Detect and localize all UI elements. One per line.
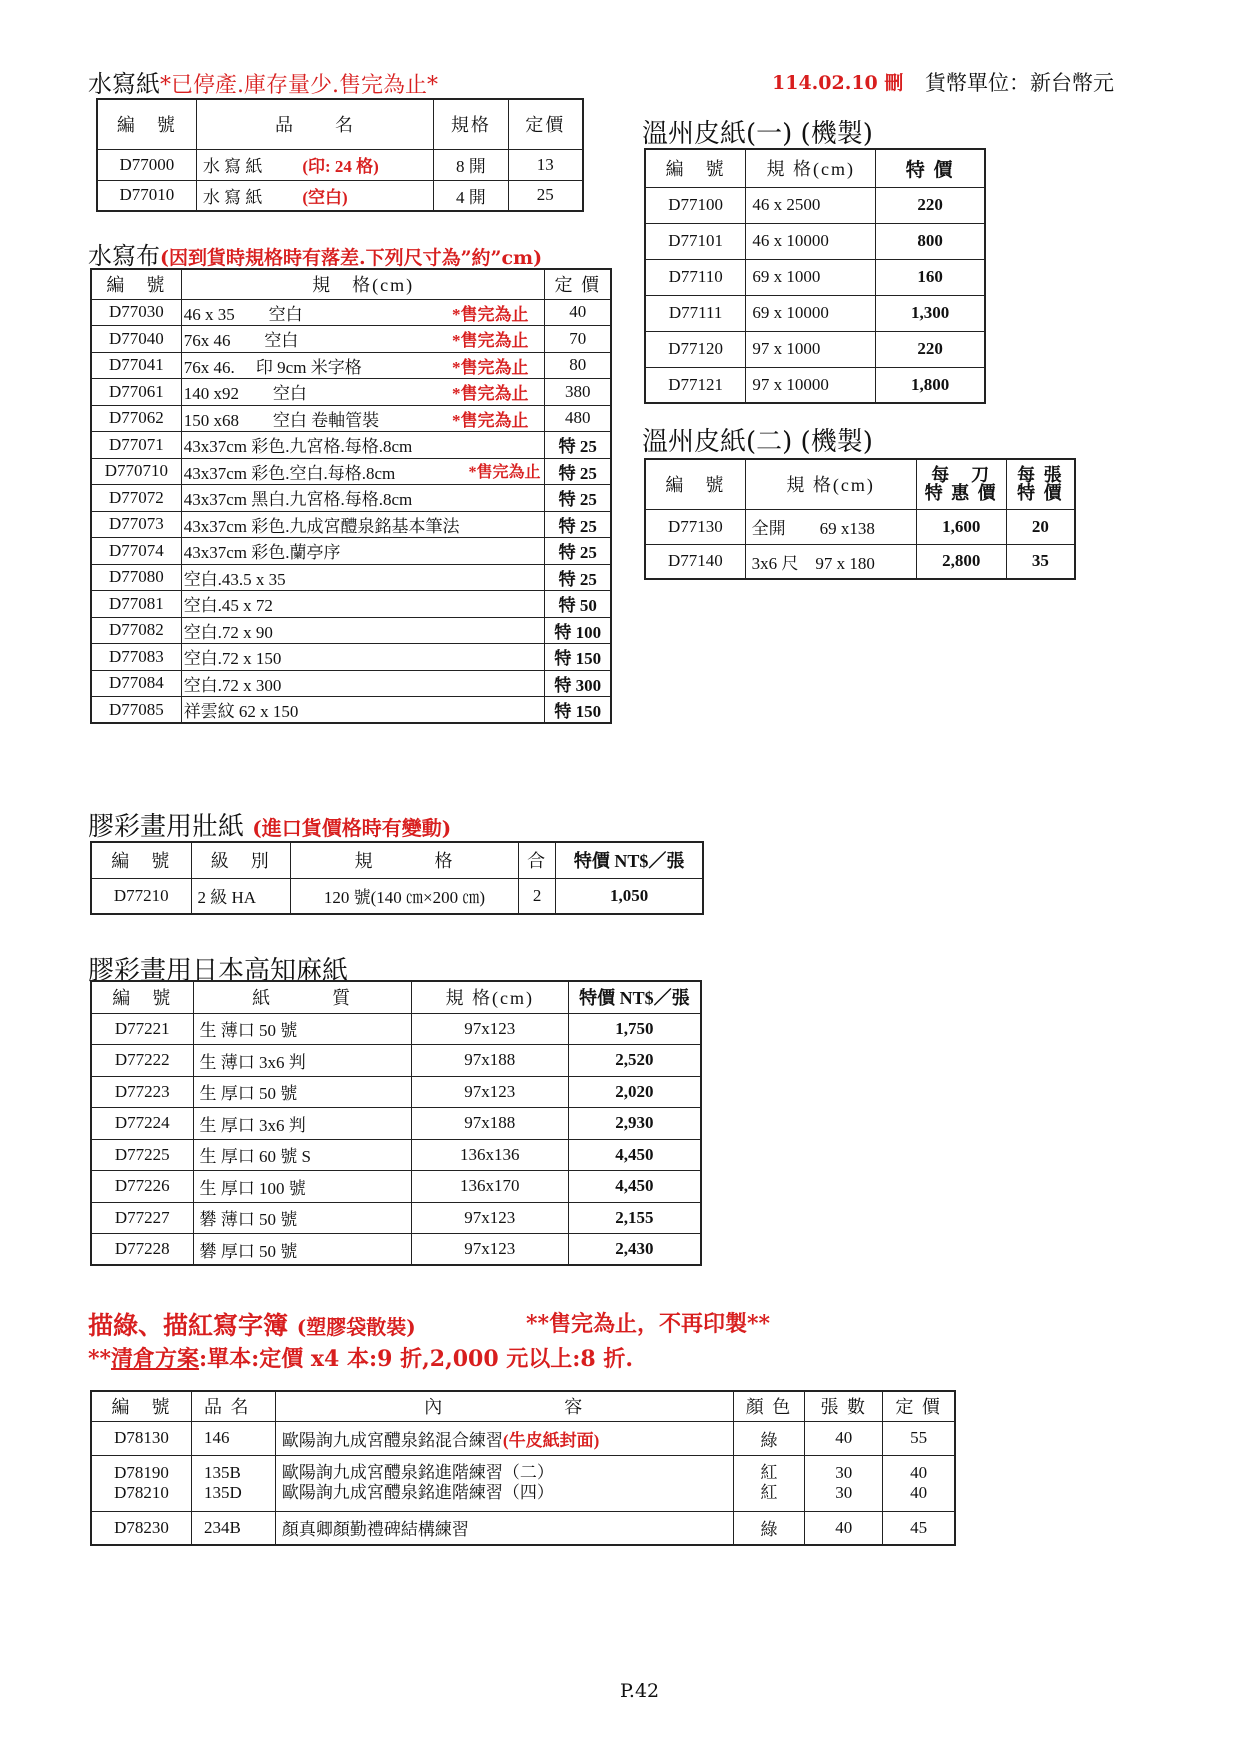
cell-price: 2,930 — [568, 1108, 701, 1140]
col-header: 張 數 — [805, 1391, 883, 1421]
title-note: (進口貨價格時有變動) — [252, 816, 452, 840]
spec-text: 43x37cm 彩色.九宮格.每格.8cm — [183, 437, 413, 457]
section-title-gouache-board — [88, 806, 451, 843]
cell-code: D78230 — [91, 1511, 192, 1545]
cell-price: 480 — [545, 405, 611, 432]
cell-price: 45 — [883, 1511, 955, 1545]
cell-ream-price: 2,800 — [916, 544, 1006, 579]
col-header: 規 格(cm) — [411, 981, 568, 1013]
cell-spec — [181, 670, 545, 697]
cell-spec — [181, 538, 545, 565]
cell-code: D77080 — [91, 564, 181, 591]
title-text: 描綠、描紅寫字簿 — [88, 1311, 289, 1340]
section-title-water-cloth — [88, 236, 542, 271]
cell-code: D77000 — [97, 149, 196, 180]
col-header: 品 名 — [192, 1391, 276, 1421]
cell-content: 歐陽詢九成宮醴泉銘混合練習 — [281, 1430, 503, 1450]
cell-paper: 生 厚口 50 號 — [193, 1076, 411, 1108]
spec-text: 140 x92 空白 — [183, 384, 307, 404]
currency-label: 貨幣單位：新台幣元 — [925, 71, 1114, 95]
cell-price: 4,450 — [568, 1139, 701, 1171]
cell-price: 40 — [910, 1463, 928, 1482]
cell-code: D77073 — [91, 511, 181, 538]
table-row — [97, 149, 583, 180]
cell-code: D77210 — [91, 878, 191, 914]
cell-spec — [181, 326, 545, 353]
col-header: 編 號 — [91, 981, 193, 1013]
section-title-water-paper — [88, 64, 438, 99]
cell-spec: 97 x 1000 — [746, 331, 876, 367]
cell-price: 160 — [876, 259, 985, 295]
cell-price: 特 150 — [545, 644, 611, 671]
cell-content: 顏真卿顏勤禮碑結構練習 — [275, 1511, 733, 1545]
col-header: 顏 色 — [733, 1391, 805, 1421]
cell-note: (空白) — [302, 187, 348, 207]
col-header-line: 每 張 — [1017, 465, 1064, 486]
cell-price: 特 25 — [545, 432, 611, 459]
col-header: 規格 — [434, 99, 508, 149]
title-note: (因到貨時規格時有落差.下列尺寸為”約”cm) — [160, 247, 543, 269]
col-header: 定 價 — [883, 1391, 955, 1421]
page-number: P.42 — [620, 1680, 660, 1702]
cell-sheets: 30 — [835, 1483, 853, 1502]
section-title-copybook — [88, 1306, 416, 1342]
cell-price: 特 300 — [545, 670, 611, 697]
cell-spec: 97x188 — [411, 1045, 568, 1077]
section-title-wenzhou-1: 溫州皮紙(一) (機製) — [642, 119, 873, 149]
cell-code: D77224 — [91, 1108, 193, 1140]
cell-sheets: 40 — [805, 1511, 883, 1545]
col-header: 特 價 — [876, 149, 985, 187]
cell-price: 1,300 — [876, 295, 985, 331]
wenzhou-2-table — [644, 458, 1076, 580]
cell-code: D77030 — [91, 299, 181, 326]
cell-price: 2,020 — [568, 1076, 701, 1108]
table-row — [645, 187, 985, 223]
col-header: 級 別 — [191, 842, 291, 878]
spec-text: 46 x 35 空白 — [183, 304, 303, 324]
table-row — [91, 1234, 701, 1266]
cell-code: D77222 — [91, 1045, 193, 1077]
cell-sheet-price: 20 — [1006, 509, 1075, 544]
cell-price: 220 — [876, 331, 985, 367]
col-header: 特價 NT$／張 — [556, 842, 703, 878]
cell-spec — [181, 564, 545, 591]
table-row — [91, 1421, 955, 1455]
cell-code: D77084 — [91, 670, 181, 697]
clearance-notice — [88, 1342, 633, 1373]
cell-price: 特 25 — [545, 511, 611, 538]
cell-code: D77130 — [645, 509, 745, 544]
cell-code: D77085 — [91, 697, 181, 724]
cell-sheets: 30 — [835, 1463, 853, 1482]
cell-price: 2,430 — [568, 1234, 701, 1266]
col-header: 編 號 — [91, 842, 191, 878]
sold-out-tag: *售完為止 — [468, 463, 541, 481]
table-row — [91, 1202, 701, 1234]
table-row — [645, 509, 1075, 544]
table-row — [91, 326, 611, 353]
col-header: 品 名 — [196, 99, 433, 149]
cell-price: 特 150 — [545, 697, 611, 724]
table-row — [91, 1045, 701, 1077]
cell-color: 綠 — [733, 1421, 805, 1455]
spec-text: 空白.72 x 300 — [183, 675, 282, 695]
cell-spec — [181, 485, 545, 512]
col-header: 編 號 — [97, 99, 196, 149]
table-row — [91, 1013, 701, 1045]
table-row — [91, 458, 611, 485]
cell-spec: 97x123 — [411, 1076, 568, 1108]
sold-out-tag: *售完為止 — [451, 384, 529, 404]
col-header: 紙 質 — [193, 981, 411, 1013]
cell-paper: 礬 厚口 50 號 — [193, 1234, 411, 1266]
table-row — [91, 564, 611, 591]
col-header: 編 號 — [91, 269, 181, 299]
spec-text: 43x37cm 黑白.九宮格.每格.8cm — [183, 490, 413, 510]
cell-spec — [181, 299, 545, 326]
cell-code: D77041 — [91, 352, 181, 379]
cell-code: D77040 — [91, 326, 181, 353]
table-row — [91, 697, 611, 724]
cell-code: D77120 — [645, 331, 746, 367]
cell-spec — [181, 697, 545, 724]
table-row — [91, 617, 611, 644]
cell-paper: 礬 薄口 50 號 — [193, 1202, 411, 1234]
title-text: 膠彩畫用壯紙 — [88, 812, 245, 842]
section-title-gouache-jp: 膠彩畫用日本高知麻紙 — [88, 956, 349, 986]
cell-code: D78210 — [114, 1483, 169, 1502]
cell-content: 歐陽詢九成宮醴泉銘進階練習（二） — [281, 1463, 554, 1482]
table-row — [91, 538, 611, 565]
cell-price: 80 — [545, 352, 611, 379]
cell-color: 紅 — [760, 1463, 778, 1482]
clearance-label: 清倉方案 — [111, 1346, 200, 1372]
title-text: 水寫布 — [88, 242, 160, 270]
cell-price: 特 100 — [545, 617, 611, 644]
cell-price: 2,520 — [568, 1045, 701, 1077]
col-header: 規 格(cm) — [745, 459, 916, 509]
cell-code: D77227 — [91, 1202, 193, 1234]
cell-spec — [181, 352, 545, 379]
cell-spec: 3x6 尺 97 x 180 — [745, 544, 916, 579]
cell-price: 40 — [910, 1483, 928, 1502]
cell-code: D77223 — [91, 1076, 193, 1108]
section-title-wenzhou-2: 溫州皮紙(二) (機製) — [642, 427, 873, 457]
cell-spec — [181, 379, 545, 406]
col-header: 規 格(cm) — [746, 149, 876, 187]
clearance-text: :單本:定價 x4 本:9 折,2,000 元以上:8 折. — [199, 1346, 634, 1372]
spec-text: 祥雲紋 62 x 150 — [183, 702, 299, 721]
table-row — [91, 299, 611, 326]
cell-spec — [181, 617, 545, 644]
cell-code: D77062 — [91, 405, 181, 432]
cell-code: D77082 — [91, 617, 181, 644]
discontinued-note: *已停產.庫存量少.售完為止* — [160, 73, 438, 98]
cell-price: 25 — [508, 180, 583, 211]
cell-price: 4,450 — [568, 1171, 701, 1203]
col-header-line: 每 刀 — [931, 465, 992, 486]
cell-code: D770710 — [91, 458, 181, 485]
col-header: 定價 — [508, 99, 583, 149]
cell-code: D77074 — [91, 538, 181, 565]
cell-name: 146 — [192, 1421, 276, 1455]
cell-code: D77010 — [97, 180, 196, 211]
cell-spec: 97x188 — [411, 1108, 568, 1140]
cell-spec: 97x123 — [411, 1202, 568, 1234]
cell-code: D77110 — [645, 259, 746, 295]
cell-qty: 2 — [518, 878, 555, 914]
cell-code: D77100 — [645, 187, 746, 223]
table-row — [645, 544, 1075, 579]
cell-spec — [181, 511, 545, 538]
table-row — [645, 295, 985, 331]
cell-note: (印: 24 格) — [302, 157, 379, 176]
cell-price: 特 25 — [545, 538, 611, 565]
cell-name: 135D — [204, 1483, 242, 1502]
table-row — [91, 405, 611, 432]
spec-text: 43x37cm 彩色.空白.每格.8cm — [183, 463, 396, 483]
clearance-prefix: ** — [88, 1346, 112, 1372]
cell-spec: 120 號(140 ㎝×200 ㎝) — [291, 878, 519, 914]
table-row — [97, 180, 583, 211]
table-row — [645, 367, 985, 403]
cell-spec — [181, 405, 545, 432]
table-row — [91, 1171, 701, 1203]
water-cloth-table — [90, 268, 612, 724]
table-row — [91, 379, 611, 406]
cell-code: D77072 — [91, 485, 181, 512]
cell-code: D77101 — [645, 223, 746, 259]
date-note: 114.02.10 刪 — [772, 72, 904, 94]
table-row — [91, 1455, 955, 1511]
col-header: 編 號 — [645, 459, 745, 509]
cell-sheet-price: 35 — [1006, 544, 1075, 579]
cell-ream-price: 1,600 — [916, 509, 1006, 544]
cell-spec: 97x123 — [411, 1234, 568, 1266]
table-row — [645, 331, 985, 367]
cell-price: 1,750 — [568, 1013, 701, 1045]
gouache-board-table — [90, 841, 704, 915]
cell-content: 歐陽詢九成宮醴泉銘進階練習（四） — [281, 1483, 554, 1502]
col-header: 編 號 — [645, 149, 746, 187]
cell-code: D77111 — [645, 295, 746, 331]
col-header: 內 容 — [275, 1391, 733, 1421]
cell-code: D78130 — [91, 1421, 192, 1455]
sold-out-tag: *售完為止 — [451, 357, 529, 377]
cell-price: 1,050 — [556, 878, 703, 914]
cell-spec: 97x123 — [411, 1013, 568, 1045]
col-header: 合 — [518, 842, 555, 878]
cell-code: D77083 — [91, 644, 181, 671]
spec-text: 空白.72 x 150 — [183, 649, 282, 669]
cell-code: D77228 — [91, 1234, 193, 1266]
cell-price: 特 50 — [545, 591, 611, 618]
spec-text: 空白.72 x 90 — [183, 622, 273, 642]
cell-spec — [181, 432, 545, 459]
cell-spec: 69 x 10000 — [746, 295, 876, 331]
spec-text: 43x37cm 彩色.蘭亭序 — [183, 543, 341, 563]
cell-code: D77221 — [91, 1013, 193, 1045]
table-row — [91, 1139, 701, 1171]
col-header-line: 特 價 — [1017, 483, 1064, 504]
cell-price: 特 25 — [545, 458, 611, 485]
table-row — [91, 1076, 701, 1108]
sold-out-tag: *售完為止 — [451, 331, 529, 351]
cell-size: 4 開 — [434, 180, 508, 211]
cell-paper: 生 厚口 100 號 — [193, 1171, 411, 1203]
cell-spec — [181, 458, 545, 485]
cell-price: 380 — [545, 379, 611, 406]
spec-text: 76x 46. 印 9cm 米字格 — [183, 357, 362, 377]
cell-spec: 全開 69 x138 — [745, 509, 916, 544]
cell-grade: 2 級 HA — [191, 878, 291, 914]
table-row — [91, 644, 611, 671]
spec-text: 76x 46 空白 — [183, 331, 299, 351]
table-row — [91, 485, 611, 512]
cell-name: 135B — [204, 1463, 241, 1482]
col-header: 特價 NT$／張 — [568, 981, 701, 1013]
cell-spec: 136x170 — [411, 1171, 568, 1203]
spec-text: 43x37cm 彩色.九成宮醴泉銘基本筆法 — [183, 516, 460, 536]
cell-spec — [181, 591, 545, 618]
cell-price: 70 — [545, 326, 611, 353]
table-row — [91, 670, 611, 697]
spec-text: 空白.43.5 x 35 — [183, 569, 286, 589]
cell-code: D78190 — [114, 1463, 169, 1482]
cell-name: 水 寫 紙 — [202, 157, 263, 176]
table-row — [91, 1108, 701, 1140]
title-note: (塑膠袋散裝) — [296, 1315, 416, 1339]
cell-code: D77226 — [91, 1171, 193, 1203]
water-paper-table — [96, 98, 584, 212]
sold-out-tag: *售完為止 — [451, 304, 529, 324]
cell-price: 40 — [545, 299, 611, 326]
cell-paper: 生 薄口 50 號 — [193, 1013, 411, 1045]
table-row — [91, 511, 611, 538]
cell-spec: 46 x 10000 — [746, 223, 876, 259]
col-header-line: 特 惠 價 — [924, 483, 998, 504]
table-row — [91, 878, 703, 914]
cell-code: D77225 — [91, 1139, 193, 1171]
cell-color: 綠 — [733, 1511, 805, 1545]
cell-price: 800 — [876, 223, 985, 259]
gouache-jp-table — [90, 980, 702, 1266]
sold-out-tag: *售完為止 — [451, 410, 529, 430]
table-row — [91, 352, 611, 379]
cell-name: 水 寫 紙 — [202, 187, 263, 207]
copybook-table — [90, 1390, 956, 1546]
title-text: 水寫紙 — [88, 70, 160, 98]
cell-code: D77081 — [91, 591, 181, 618]
table-row — [91, 1511, 955, 1545]
table-row — [91, 591, 611, 618]
wenzhou-1-table — [644, 148, 986, 404]
cell-paper: 生 薄口 3x6 判 — [193, 1045, 411, 1077]
table-row — [645, 223, 985, 259]
col-header: 規 格(cm) — [181, 269, 545, 299]
cell-spec: 69 x 1000 — [746, 259, 876, 295]
cell-price: 2,155 — [568, 1202, 701, 1234]
table-row — [91, 432, 611, 459]
cell-spec: 46 x 2500 — [746, 187, 876, 223]
col-header: 定 價 — [545, 269, 611, 299]
spec-text: 150 x68 空白 卷軸管裝 — [183, 410, 380, 430]
discontinued-notice: **售完為止，不再印製** — [526, 1311, 771, 1337]
table-row — [645, 259, 985, 295]
cell-price: 特 25 — [545, 485, 611, 512]
cell-name: 234B — [192, 1511, 276, 1545]
cell-price: 220 — [876, 187, 985, 223]
cell-code: D77140 — [645, 544, 745, 579]
spec-text: 空白.45 x 72 — [183, 596, 273, 616]
col-header: 規 格 — [291, 842, 519, 878]
cell-paper: 生 厚口 3x6 判 — [193, 1108, 411, 1140]
cell-color: 紅 — [760, 1483, 778, 1502]
cell-code: D77061 — [91, 379, 181, 406]
cell-paper: 生 厚口 60 號 S — [193, 1139, 411, 1171]
cell-spec: 136x136 — [411, 1139, 568, 1171]
cell-price: 特 25 — [545, 564, 611, 591]
cell-spec: 97 x 10000 — [746, 367, 876, 403]
cell-code: D77071 — [91, 432, 181, 459]
cell-price: 1,800 — [876, 367, 985, 403]
cell-spec — [181, 644, 545, 671]
cell-code: D77121 — [645, 367, 746, 403]
cell-sheets: 40 — [805, 1421, 883, 1455]
cell-size: 8 開 — [434, 149, 508, 180]
cell-price: 55 — [883, 1421, 955, 1455]
col-header: 編 號 — [91, 1391, 192, 1421]
cell-price: 13 — [508, 149, 583, 180]
cell-content-note: (牛皮紙封面) — [502, 1430, 600, 1450]
